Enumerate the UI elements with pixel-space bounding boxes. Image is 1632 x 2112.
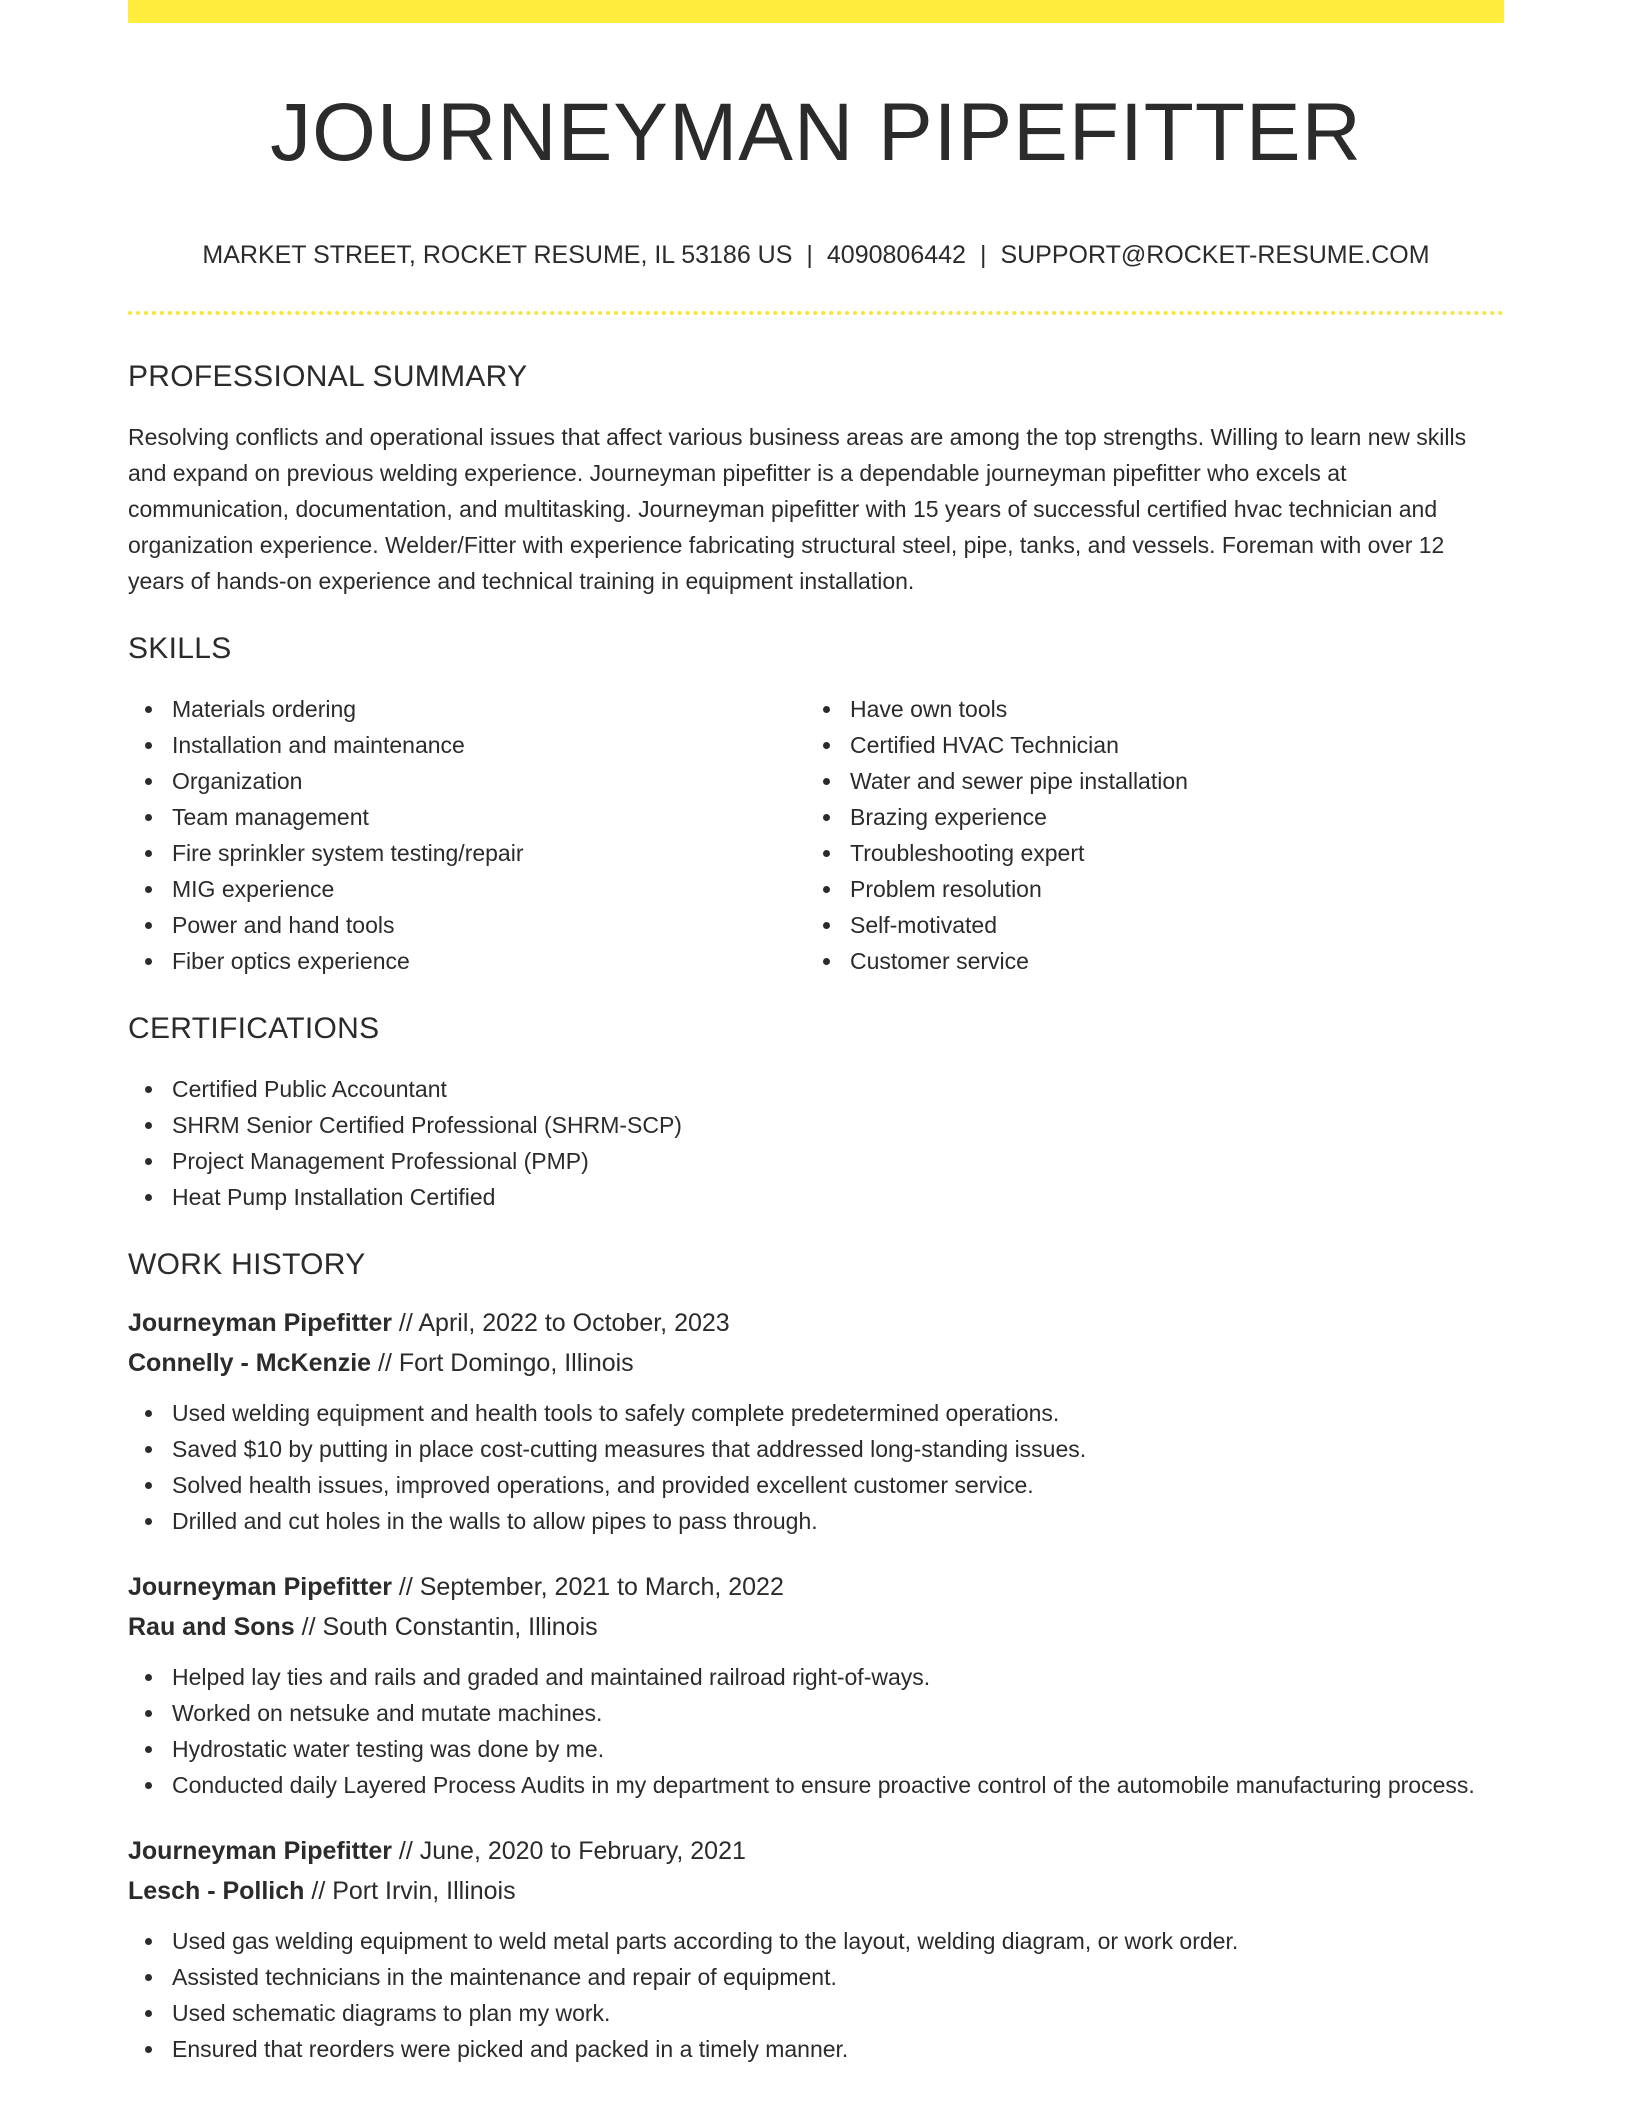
contact-phone: 4090806442: [826, 241, 966, 269]
resume-page: [128, 0, 1504, 2067]
job-bullet: Conducted daily Layered Process Audits in my department to ensure proactive control of the automobile manufacturing process.: [128, 1767, 1504, 1803]
job-company-line: [128, 1607, 1504, 1647]
job-company-line: [128, 1343, 1504, 1383]
contact-separator: |: [979, 241, 987, 269]
job-bullets: [128, 1659, 1504, 1803]
job-role: Journeyman Pipefitter: [128, 1309, 392, 1337]
summary-text: Resolving conflicts and operational issues that affect various business areas are among the top strengths. Willing to learn new skills and expand on previous welding experience. Journeyman pipefitter is a dependable journeyman pipefitter who excels at communication, documentation, and multitasking. Journeyman pipefitter with 15 years of successful certified hvac technician and organization experience. Welder/Fitter with experience fabricating structural steel, pipe, tanks, and vessels. Foreman with over 12 years of hands-on experience and technical training in equipment installation.: [128, 424, 1467, 594]
job-entry: [128, 1303, 1504, 1539]
certification-item: Heat Pump Installation Certified: [128, 1179, 1504, 1215]
certification-item: Certified Public Accountant: [128, 1071, 1504, 1107]
job-bullet: Used schematic diagrams to plan my work.: [128, 1995, 1504, 2031]
job-role-line: [128, 1567, 1504, 1607]
job-role: Journeyman Pipefitter: [128, 1837, 392, 1865]
dotted-divider: [128, 311, 1504, 315]
skills-list: [128, 691, 1504, 979]
job-bullet: Hydrostatic water testing was done by me.: [128, 1731, 1504, 1767]
skill-item: Brazing experience: [806, 799, 1484, 835]
job-dates: // June, 2020 to February, 2021: [398, 1837, 746, 1865]
job-bullet: Assisted technicians in the maintenance and repair of equipment.: [128, 1959, 1504, 1995]
skill-item: MIG experience: [128, 871, 806, 907]
skill-item: Problem resolution: [806, 871, 1484, 907]
job-entry: [128, 1831, 1504, 2067]
job-location: // Fort Domingo, Illinois: [378, 1349, 634, 1377]
job-bullet: Saved $10 by putting in place cost-cutting measures that addressed long-standing issues.: [128, 1431, 1504, 1467]
skills-column-right: [806, 691, 1484, 979]
skill-item: Organization: [128, 763, 806, 799]
job-company: Lesch - Pollich: [128, 1877, 305, 1905]
job-bullet: Drilled and cut holes in the walls to allow pipes to pass through.: [128, 1503, 1504, 1539]
job-location: // South Constantin, Illinois: [301, 1613, 598, 1641]
skill-item: Power and hand tools: [128, 907, 806, 943]
skill-item: Customer service: [806, 943, 1484, 979]
accent-bar: [128, 0, 1504, 23]
skill-item: Fire sprinkler system testing/repair: [128, 835, 806, 871]
job-role: Journeyman Pipefitter: [128, 1573, 392, 1601]
skill-item: Self-motivated: [806, 907, 1484, 943]
resume-name: JOURNEYMAN PIPEFITTER: [270, 87, 1362, 178]
skill-item: Installation and maintenance: [128, 727, 806, 763]
skills-column-left: [128, 691, 806, 979]
job-company: Connelly - McKenzie: [128, 1349, 372, 1377]
job-company: Rau and Sons: [128, 1613, 295, 1641]
skill-item: Fiber optics experience: [128, 943, 806, 979]
job-bullets: [128, 1923, 1504, 2067]
job-bullet: Worked on netsuke and mutate machines.: [128, 1695, 1504, 1731]
skill-item: Team management: [128, 799, 806, 835]
contact-separator: |: [806, 241, 813, 269]
job-role-line: [128, 1831, 1504, 1871]
skill-item: Troubleshooting expert: [806, 835, 1484, 871]
skill-item: Have own tools: [806, 691, 1484, 727]
certification-item: SHRM Senior Certified Professional (SHRM-SCP): [128, 1107, 1504, 1143]
job-role-line: [128, 1303, 1504, 1343]
job-bullet: Used gas welding equipment to weld metal parts according to the layout, welding diagram, or work order.: [128, 1923, 1504, 1959]
contact-line: [128, 239, 1504, 271]
work-history-heading: WORK HISTORY: [128, 1248, 366, 1281]
job-bullets: [128, 1395, 1504, 1539]
certifications-list: [128, 1071, 1504, 1215]
job-location: // Port Irvin, Illinois: [311, 1877, 516, 1905]
job-bullet: Ensured that reorders were picked and packed in a timely manner.: [128, 2031, 1504, 2067]
job-bullet: Used welding equipment and health tools to safely complete predetermined operations.: [128, 1395, 1504, 1431]
job-company-line: [128, 1871, 1504, 1911]
job-dates: // April, 2022 to October, 2023: [398, 1309, 730, 1337]
certifications-heading: CERTIFICATIONS: [128, 1012, 380, 1045]
job-dates: // September, 2021 to March, 2022: [398, 1573, 784, 1601]
summary-heading: PROFESSIONAL SUMMARY: [128, 360, 528, 393]
contact-email: SUPPORT@ROCKET-RESUME.COM: [1000, 241, 1430, 269]
contact-address: MARKET STREET, ROCKET RESUME, IL 53186 US: [202, 241, 793, 269]
job-bullet: Helped lay ties and rails and graded and maintained railroad right-of-ways.: [128, 1659, 1504, 1695]
skill-item: Water and sewer pipe installation: [806, 763, 1484, 799]
certification-item: Project Management Professional (PMP): [128, 1143, 1504, 1179]
skills-heading: SKILLS: [128, 632, 232, 665]
skill-item: Certified HVAC Technician: [806, 727, 1484, 763]
skill-item: Materials ordering: [128, 691, 806, 727]
job-bullet: Solved health issues, improved operations, and provided excellent customer service.: [128, 1467, 1504, 1503]
job-entry: [128, 1567, 1504, 1803]
